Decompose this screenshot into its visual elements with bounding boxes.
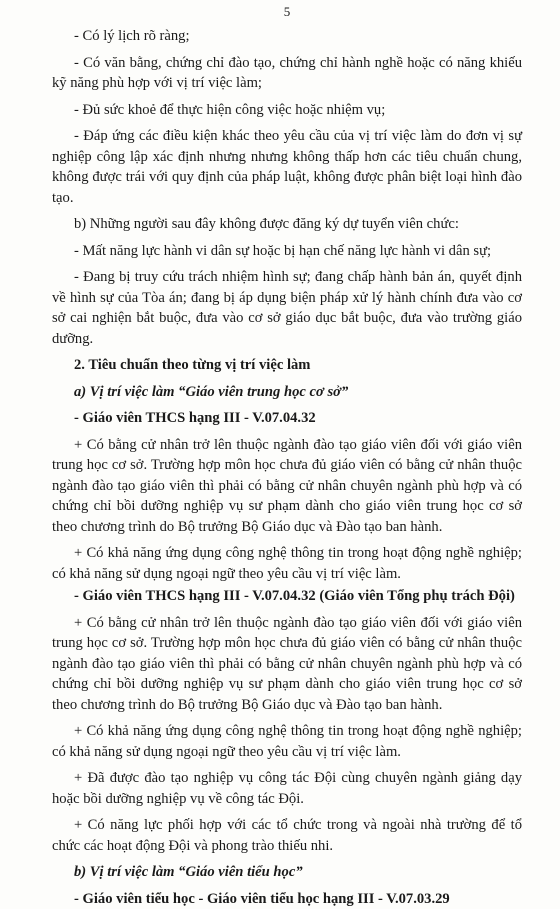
section-2-title: 2. Tiêu chuẩn theo từng vị trí việc làm — [52, 355, 522, 376]
position-b-title: b) Vị trí việc làm “Giáo viên tiểu học” — [52, 862, 522, 883]
paragraph-ineligible-2: - Đang bị truy cứu trách nhiệm hình sự; đang chấp hành bản án, quyết định về hình sự của Tòa án; đang bị áp dụng biện pháp xử lý hành chính đưa vào cơ sở cai nghiện bắt buộc, đưa vào cơ sở giáo dục bắt buộc, đưa vào trường giáo dưỡng. — [52, 267, 522, 349]
paragraph-ineligible-1: - Mất năng lực hành vi dân sự hoặc bị hạn chế năng lực hành vi dân sự; — [52, 241, 522, 262]
paragraph-criteria-1: - Có lý lịch rõ ràng; — [52, 26, 522, 47]
position-a-title: a) Vị trí việc làm “Giáo viên trung học cơ sở” — [52, 382, 522, 403]
rank-2-item-3: + Đã được đào tạo nghiệp vụ công tác Đội cùng chuyên ngành giảng dạy hoặc bồi dưỡng nghiệp vụ về công tác Đội. — [52, 768, 522, 809]
paragraph-criteria-3: - Đủ sức khoẻ để thực hiện công việc hoặc nhiệm vụ; — [52, 100, 522, 121]
paragraph-criteria-2: - Có văn bằng, chứng chỉ đào tạo, chứng chỉ hành nghề hoặc có năng khiếu kỹ năng phù hợp với vị trí việc làm; — [52, 53, 522, 94]
rank-3-title: - Giáo viên tiểu học - Giáo viên tiểu học hạng III - V.07.03.29 — [52, 889, 522, 909]
rank-2-item-1: + Có bằng cử nhân trở lên thuộc ngành đào tạo giáo viên đối với giáo viên trung học cơ sở. Trường hợp môn học chưa đủ giáo viên có bằng cử nhân thuộc ngành đào tạo giáo viên thì phải có bằng cử nhân chuyên ngành phù hợp và có chứng chỉ bồi dưỡng nghiệp vụ sư phạm dành cho giáo viên trung học cơ sở theo chương trình do Bộ trưởng Bộ Giáo dục và Đào tạo ban hành. — [52, 613, 522, 716]
rank-1-item-1: + Có bằng cử nhân trở lên thuộc ngành đào tạo giáo viên đối với giáo viên trung học cơ sở. Trường hợp môn học chưa đủ giáo viên có bằng cử nhân thuộc ngành đào tạo giáo viên thì phải có bằng cử nhân chuyên ngành phù hợp và có chứng chỉ bồi dưỡng nghiệp vụ sư phạm dành cho giáo viên trung học cơ sở theo chương trình do Bộ trưởng Bộ Giáo dục và Đào tạo ban hành. — [52, 435, 522, 538]
rank-2-item-2: + Có khả năng ứng dụng công nghệ thông tin trong hoạt động nghề nghiệp; có khả năng sử dụng ngoại ngữ theo yêu cầu vị trí việc làm. — [52, 721, 522, 762]
paragraph-criteria-4: - Đáp ứng các điều kiện khác theo yêu cầu của vị trí việc làm do đơn vị sự nghiệp công lập xác định nhưng nhưng không thấp hơn các tiêu chuẩn chung, không được trái với quy định của pháp luật, không được phân biệt loại hình đào tạo. — [52, 126, 522, 208]
rank-1-title: - Giáo viên THCS hạng III - V.07.04.32 — [52, 408, 522, 429]
rank-2-item-4: + Có năng lực phối hợp với các tổ chức trong và ngoài nhà trường để tổ chức các hoạt động Đội và phong trào thiếu nhi. — [52, 815, 522, 856]
paragraph-ineligible-intro: b) Những người sau đây không được đăng ký dự tuyển viên chức: — [52, 214, 522, 235]
rank-2-title: - Giáo viên THCS hạng III - V.07.04.32 (Giáo viên Tổng phụ trách Đội) — [52, 586, 522, 607]
rank-1-item-2: + Có khả năng ứng dụng công nghệ thông tin trong hoạt động nghề nghiệp; có khả năng sử dụng ngoại ngữ theo yêu cầu vị trí việc làm. — [52, 543, 522, 584]
page-number: 5 — [52, 4, 522, 20]
